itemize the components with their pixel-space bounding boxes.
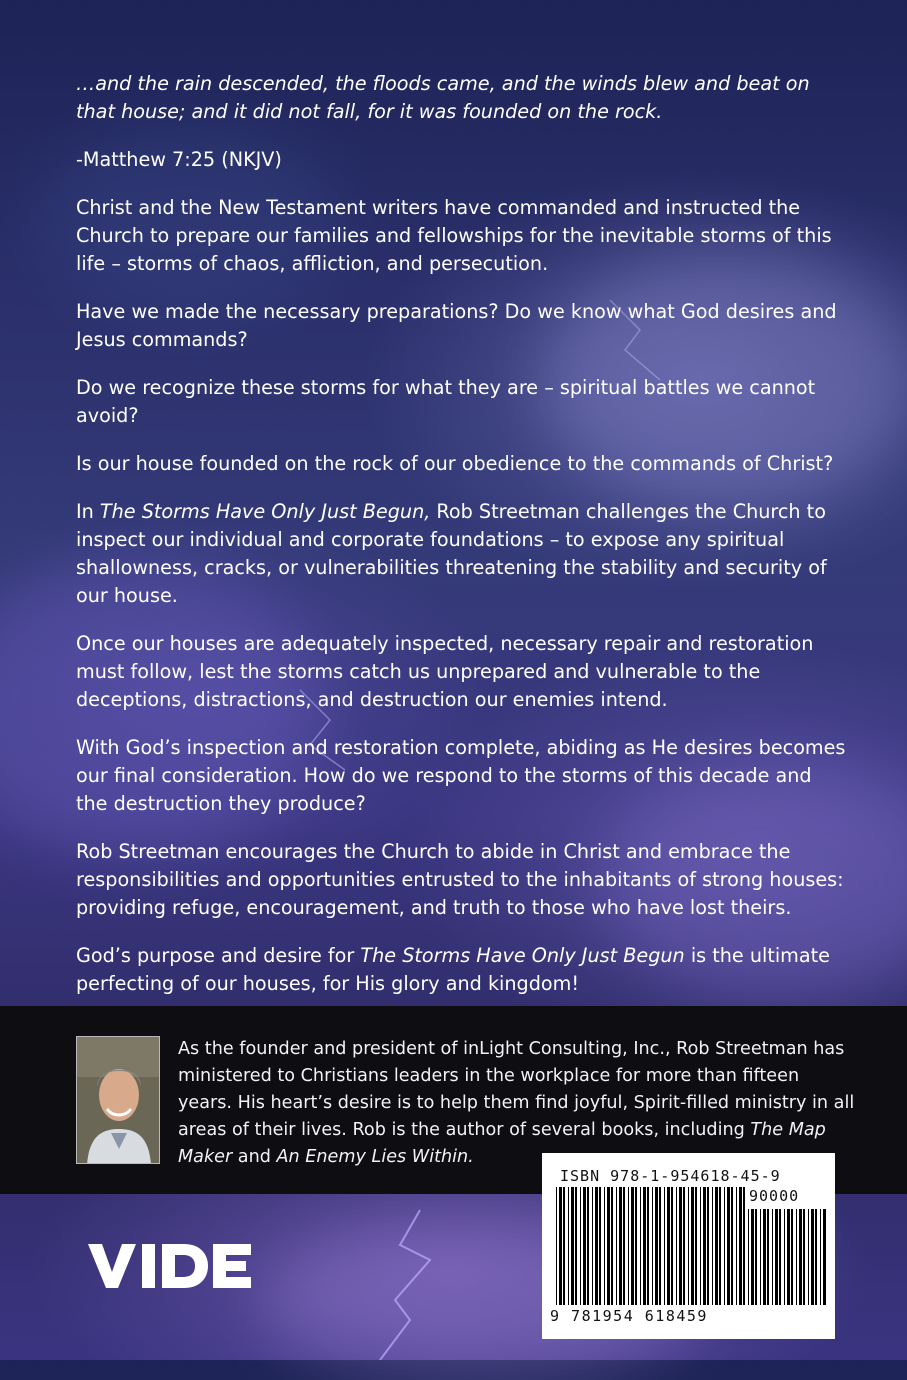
barcode-bar [640, 1187, 641, 1305]
barcode-bar [563, 1187, 565, 1305]
barcode-bar [655, 1187, 658, 1305]
barcode-bar [712, 1187, 713, 1305]
paragraph-1: Christ and the New Testament writers have commanded and instructed the Church to prepare our families and fellowships for the inevitable storms of this life – storms of chaos, affliction, and persecution. [76, 196, 832, 275]
book-title-enemy-lies-within: An Enemy Lies Within. [276, 1147, 474, 1167]
barcode-bar [751, 1209, 754, 1305]
publisher-logo [88, 1242, 253, 1294]
barcode-bar [731, 1187, 733, 1305]
barcode-bar [583, 1187, 586, 1305]
barcode-bar [736, 1187, 737, 1305]
barcode-bar [772, 1209, 773, 1305]
barcode-bar [623, 1187, 625, 1305]
author-bio-conjunction: and [232, 1147, 277, 1167]
barcode-bar [616, 1187, 617, 1305]
barcode-bar [803, 1209, 805, 1305]
scripture-quote: …and the rain descended, the floods came, and the winds blew and beat on that house; and it did not fall, for it was founded on the rock. [76, 72, 810, 123]
barcode-bar [811, 1209, 814, 1305]
barcode-bar [631, 1187, 634, 1305]
barcode-bar [556, 1187, 557, 1305]
barcode-bar [739, 1187, 742, 1305]
isbn-label: ISBN 978-1-954618-45-9 [560, 1167, 781, 1185]
barcode-bar [671, 1187, 673, 1305]
barcode-bar [715, 1187, 718, 1305]
barcode-bar [763, 1209, 766, 1305]
barcode-bar [799, 1209, 802, 1305]
author-photo [76, 1036, 160, 1164]
barcode-bar [760, 1209, 761, 1305]
barcode-bar [700, 1187, 701, 1305]
barcode-bar [703, 1187, 706, 1305]
barcode-bar [679, 1187, 682, 1305]
barcode-bar [743, 1187, 745, 1305]
barcode-bar [664, 1187, 665, 1305]
barcode-bars-addon [748, 1209, 826, 1305]
barcode-bar [823, 1209, 826, 1305]
paragraph-9-lead: God’s purpose and desire for [76, 944, 361, 967]
paragraph-9 [76, 942, 846, 998]
barcode-bar [796, 1209, 797, 1305]
paragraph-4: Is our house founded on the rock of our obedience to the commands of Christ? [76, 452, 834, 475]
barcode-bar [568, 1187, 569, 1305]
barcode-bar [779, 1209, 781, 1305]
barcode-bar [571, 1187, 574, 1305]
author-bio-text: As the founder and president of inLight Consulting, Inc., Rob Streetman has ministered to Christians leaders in the workplace for more than fifteen years. His heart’s desire is to help them find joyful, Spirit-filled ministry in all areas of their lives. Rob is the author of several books, including [178, 1039, 855, 1140]
scripture-reference: -Matthew 7:25 (NKJV) [76, 148, 282, 171]
author-bio [178, 1036, 858, 1171]
back-cover-copy [76, 70, 846, 1018]
barcode-bar [611, 1187, 613, 1305]
barcode-bar [775, 1209, 778, 1305]
barcode-bar [815, 1209, 817, 1305]
barcode-bar [635, 1187, 637, 1305]
paragraph-3: Do we recognize these storms for what they are – spiritual battles we cannot avoid? [76, 376, 816, 427]
barcode-bar [784, 1209, 785, 1305]
barcode-bar [695, 1187, 697, 1305]
paragraph-2: Have we made the necessary preparations? Do we know what God desires and Jesus commands? [76, 300, 837, 351]
barcode-bar [667, 1187, 670, 1305]
paragraph-5-body: Rob Streetman challenges the Church to inspect our individual and corporate foundations – to expose any spiritual shallowness, cracks, or vulnerabilities threatening the stability and security of our house. [76, 500, 827, 607]
barcode-bar [791, 1209, 793, 1305]
book-title: The Storms Have Only Just Begun [360, 944, 685, 967]
barcode-bar [580, 1187, 581, 1305]
vide-logo-icon [88, 1242, 253, 1290]
paragraph-8: Rob Streetman encourages the Church to abide in Christ and embrace the responsibilities and opportunities entrusted to the inhabitants of strong houses: providing refuge, encouragement, and truth to those who have lost theirs. [76, 840, 844, 919]
barcode-bar [587, 1187, 589, 1305]
barcode-bar [688, 1187, 689, 1305]
barcode-bar [643, 1187, 646, 1305]
barcode-bar [691, 1187, 694, 1305]
barcode-bar [820, 1209, 821, 1305]
barcode-bar [767, 1209, 769, 1305]
paragraph-7: With God’s inspection and restoration complete, abiding as He desires becomes our final consideration. How do we respond to the storms of this decade and the destruction they produce? [76, 736, 846, 815]
barcode-bar [659, 1187, 661, 1305]
barcode-bar [647, 1187, 649, 1305]
barcode-bar [619, 1187, 622, 1305]
barcode-bar [719, 1187, 721, 1305]
barcode-bars-main [556, 1187, 746, 1305]
isbn-digits: 9 781954 618459 [550, 1307, 708, 1325]
barcode-bar [808, 1209, 809, 1305]
barcode-bar [787, 1209, 790, 1305]
barcode-bar [676, 1187, 677, 1305]
barcode-bar [755, 1209, 757, 1305]
barcode-bar [628, 1187, 629, 1305]
barcode-bar [652, 1187, 653, 1305]
barcode-bar [683, 1187, 685, 1305]
paragraph-6: Once our houses are adequately inspected, necessary repair and restoration must follow, lest the storms catch us unprepared and vulnerable to the deceptions, distractions, and destruction our enemies intend. [76, 632, 814, 711]
barcode-bar [748, 1209, 749, 1305]
barcode-bar [575, 1187, 577, 1305]
barcode-bar [707, 1187, 709, 1305]
barcode-bar [724, 1187, 725, 1305]
barcode-bar [592, 1187, 593, 1305]
barcode-bar [595, 1187, 598, 1305]
paragraph-5-lead: In [76, 500, 100, 523]
author-portrait-icon [77, 1037, 160, 1164]
barcode-bar [604, 1187, 605, 1305]
isbn-barcode [542, 1153, 835, 1339]
book-title-map-maker: The Map Maker [178, 1120, 826, 1167]
book-title: The Storms Have Only Just Begun, [99, 500, 431, 523]
paragraph-9-body: is the ultimate perfecting of our houses, for His glory and kingdom! [76, 944, 830, 995]
barcode-bar [559, 1187, 562, 1305]
barcode-bar [727, 1187, 730, 1305]
paragraph-5 [76, 498, 846, 610]
price-code: 90000 [749, 1187, 800, 1205]
barcode-bar [599, 1187, 601, 1305]
barcode-bar [607, 1187, 610, 1305]
